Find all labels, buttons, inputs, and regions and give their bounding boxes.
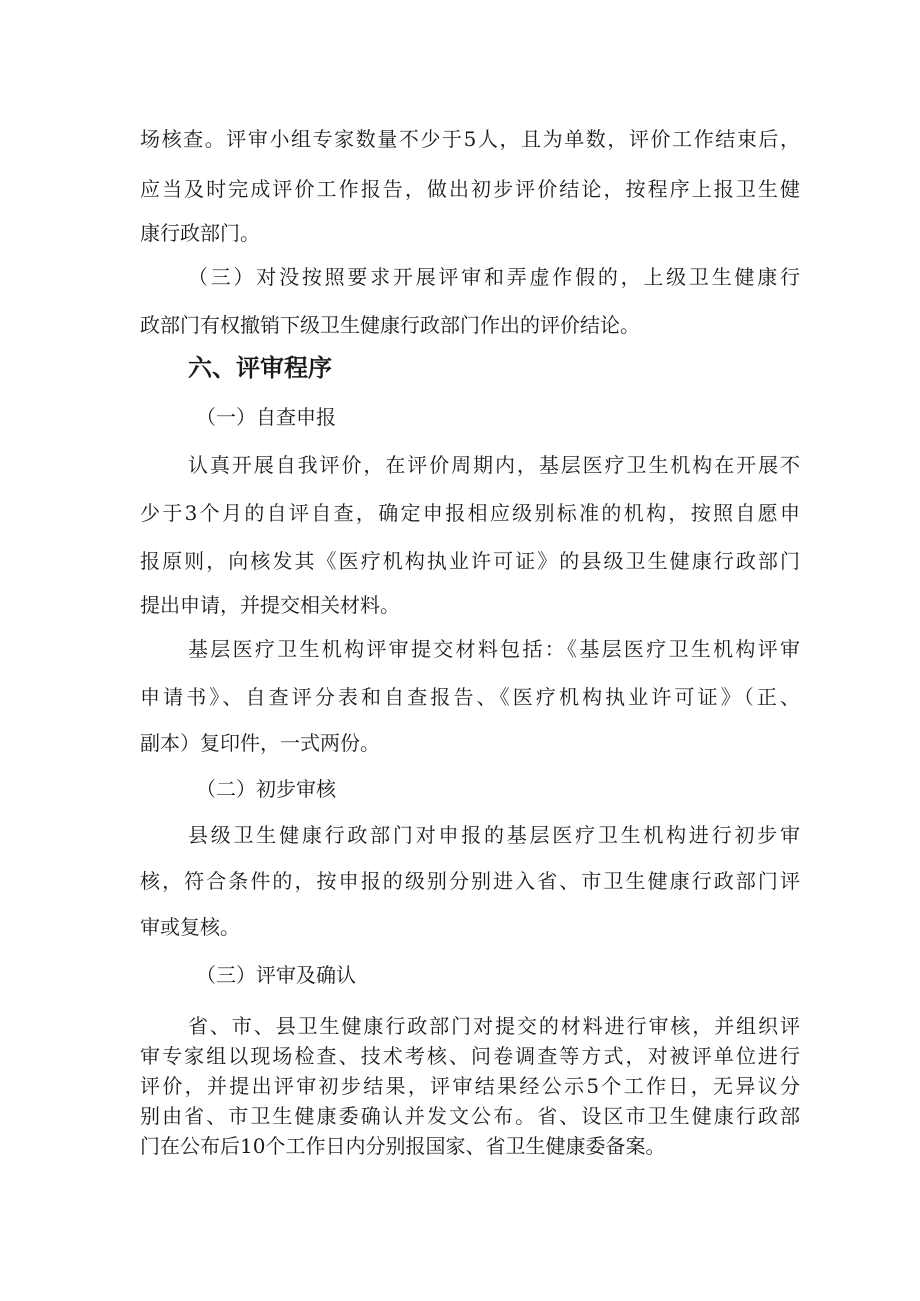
para-6-line-1: 省、市、县卫生健康行政部门对提交的材料进行审核，并组织评	[188, 1014, 800, 1038]
para-2-line-1: （三）对没按照要求开展评审和弄虚作假的，上级卫生健康行	[188, 265, 800, 289]
para-1-line-3: 康行政部门。	[140, 221, 260, 245]
para-3-line-3: 报原则，向核发其《医疗机构执业许可证》的县级卫生健康行政部门	[140, 549, 800, 573]
subsection-heading-2: （二）初步审核	[196, 777, 336, 801]
para-1-line-2: 应当及时完成评价工作报告，做出初步评价结论，按程序上报卫生健	[140, 177, 800, 201]
subsection-heading-1: （一）自查申报	[196, 405, 336, 429]
para-4-line-3: 副本）复印件，一式两份。	[140, 731, 380, 755]
para-4-line-2: 申请书》、自查评分表和自查报告、《医疗机构执业许可证》（正、	[140, 685, 800, 709]
section-heading: 六、评审程序	[188, 354, 332, 382]
para-4-line-1: 基层医疗卫生机构评审提交材料包括：《基层医疗卫生机构评审	[188, 637, 800, 661]
subsection-heading-3: （三）评审及确认	[196, 963, 356, 987]
para-6-line-2: 审专家组以现场检查、技术考核、问卷调查等方式，对被评单位进行	[140, 1044, 800, 1068]
para-5-line-1: 县级卫生健康行政部门对申报的基层医疗卫生机构进行初步审	[188, 823, 800, 847]
para-3-line-1: 认真开展自我评价，在评价周期内，基层医疗卫生机构在开展不	[188, 453, 800, 477]
para-5-line-3: 审或复核。	[140, 915, 240, 939]
para-1-line-1: 场核查。评审小组专家数量不少于5人，且为单数，评价工作结束后，	[140, 127, 800, 151]
para-3-line-2: 少于3个月的自评自查，确定申报相应级别标准的机构，按照自愿申	[140, 501, 800, 525]
para-6-line-4: 别由省、市卫生健康委确认并发文公布。省、设区市卫生健康行政部	[140, 1104, 800, 1128]
para-5-line-2: 核，符合条件的，按申报的级别分别进入省、市卫生健康行政部门评	[140, 869, 800, 893]
para-6-line-5: 门在公布后10个工作日内分别报国家、省卫生健康委备案。	[140, 1134, 666, 1158]
para-3-line-4: 提出申请，并提交相关材料。	[140, 593, 400, 617]
para-6-line-3: 评价，并提出评审初步结果，评审结果经公示5个工作日，无异议分	[140, 1074, 800, 1098]
para-2-line-2: 政部门有权撤销下级卫生健康行政部门作出的评价结论。	[140, 313, 640, 337]
